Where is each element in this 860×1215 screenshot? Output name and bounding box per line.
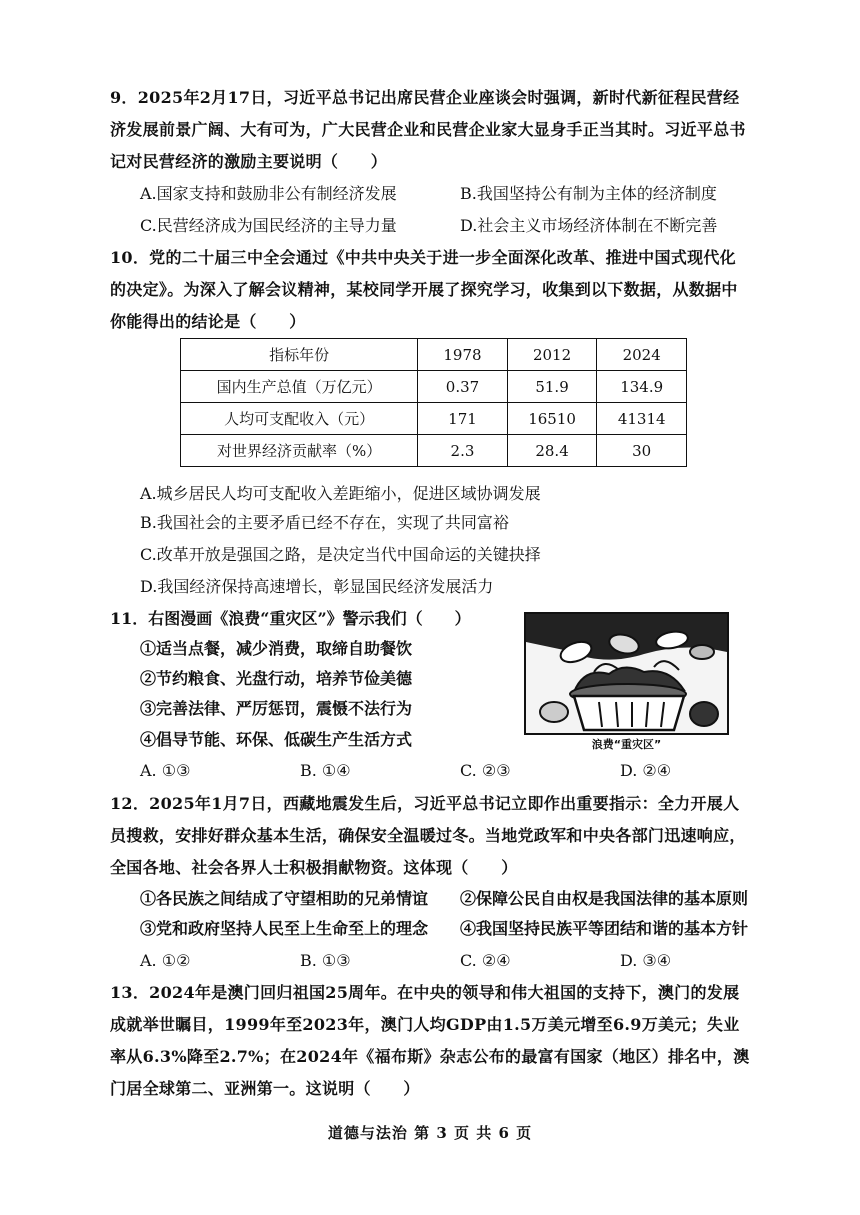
table-row <box>181 371 687 403</box>
q11-item-4: ④倡导节能、环保、低碳生产生活方式 <box>140 730 413 749</box>
table-cell: 2.3 <box>418 435 508 467</box>
table-cell: 对世界经济贡献率（%） <box>181 435 418 467</box>
q9-option-d: D.社会主义市场经济体制在不断完善 <box>460 216 718 235</box>
q11-option-a: A. ①③ <box>140 761 191 780</box>
q10-option-b: B.我国社会的主要矛盾已经不存在，实现了共同富裕 <box>140 513 509 532</box>
question-13-stem: 13．2024年是澳门回归祖国25周年。在中央的领导和伟大祖国的支持下，澳门的发展成就举世瞩目，1999年至2023年，澳门人均GDP由1.5万美元增至6.9万美元；失业率从6.3%降至2.7%；在2024年《福布斯》杂志公布的最富有国家（地区）排名中，澳门居全球第二、亚洲第一。这说明（ ） <box>110 983 750 1098</box>
table-header-cell: 1978 <box>418 339 508 371</box>
table-header-row <box>181 339 687 371</box>
question-11-stem: 11．右图漫画《浪费“重灾区”》警示我们（ ） <box>110 609 471 628</box>
table-row <box>181 435 687 467</box>
waste-cartoon-image <box>524 612 729 757</box>
q11-item-3: ③完善法律、严厉惩罚，震慑不法行为 <box>140 699 413 718</box>
question-12-stem: 12．2025年1月7日，西藏地震发生后，习近平总书记立即作出重要指示：全力开展人员搜救，安排好群众基本生活，确保安全温暖过冬。当地党政军和中央各部门迅速响应，全国各地、社会各界人士积极捐献物资。这体现（ ） <box>110 794 746 877</box>
table-cell: 51.9 <box>507 371 597 403</box>
q12-item-1: ①各民族之间结成了守望相助的兄弟情谊 <box>140 889 429 908</box>
q9-option-c: C.民营经济成为国民经济的主导力量 <box>140 216 397 235</box>
table-cell: 30 <box>597 435 687 467</box>
q12-option-a: A. ①② <box>140 951 191 970</box>
cartoon-caption: 浪费“重灾区” <box>591 738 662 751</box>
table-cell: 41314 <box>597 403 687 435</box>
question-9-stem: 9．2025年2月17日，习近平总书记出席民营企业座谈会时强调，新时代新征程民营经济发展前景广阔、大有可为，广大民营企业和民营企业家大显身手正当其时。习近平总书记对民营经济的激励主要说明（ ） <box>110 88 746 171</box>
table-header-cell: 2024 <box>597 339 687 371</box>
table-cell: 134.9 <box>597 371 687 403</box>
table-cell: 28.4 <box>507 435 597 467</box>
question-10-stem: 10．党的二十届三中全会通过《中共中央关于进一步全面深化改革、推进中国式现代化的决定》。为深入了解会议精神，某校同学开展了探究学习，收集到以下数据，从数据中你能得出的结论是（ ） <box>110 248 738 331</box>
q11-item-1: ①适当点餐，减少消费，取缔自助餐饮 <box>140 639 413 658</box>
page-footer: 道德与法治 第 3 页 共 6 页 <box>327 1124 533 1142</box>
table-cell: 171 <box>418 403 508 435</box>
q12-option-b: B. ①③ <box>300 951 351 970</box>
table-cell: 国内生产总值（万亿元） <box>181 371 418 403</box>
q9-option-a: A.国家支持和鼓励非公有制经济发展 <box>140 184 397 203</box>
q12-option-d: D. ③④ <box>620 951 672 970</box>
q11-option-d: D. ②④ <box>620 761 672 780</box>
q9-option-b: B.我国坚持公有制为主体的经济制度 <box>460 184 717 203</box>
q11-option-b: B. ①④ <box>300 761 351 780</box>
table-cell: 16510 <box>507 403 597 435</box>
table-cell: 0.37 <box>418 371 508 403</box>
q12-option-c: C. ②④ <box>460 951 511 970</box>
table-header-cell: 指标年份 <box>181 339 418 371</box>
q10-option-c: C.改革开放是强国之路，是决定当代中国命运的关键抉择 <box>140 545 541 564</box>
q10-option-d: D.我国经济保持高速增长，彰显国民经济发展活力 <box>140 577 494 596</box>
q12-item-3: ③党和政府坚持人民至上生命至上的理念 <box>140 919 429 938</box>
q12-item-4: ④我国坚持民族平等团结和谐的基本方针 <box>460 919 749 938</box>
q12-item-2: ②保障公民自由权是我国法律的基本原则 <box>460 889 749 908</box>
table-cell: 人均可支配收入（元） <box>181 403 418 435</box>
q11-option-c: C. ②③ <box>460 761 511 780</box>
q11-item-2: ②节约粮食、光盘行动，培养节俭美德 <box>140 669 413 688</box>
table-header-cell: 2012 <box>507 339 597 371</box>
data-table <box>180 338 687 467</box>
q10-option-a: A.城乡居民人均可支配收入差距缩小，促进区域协调发展 <box>140 484 541 503</box>
table-row <box>181 403 687 435</box>
